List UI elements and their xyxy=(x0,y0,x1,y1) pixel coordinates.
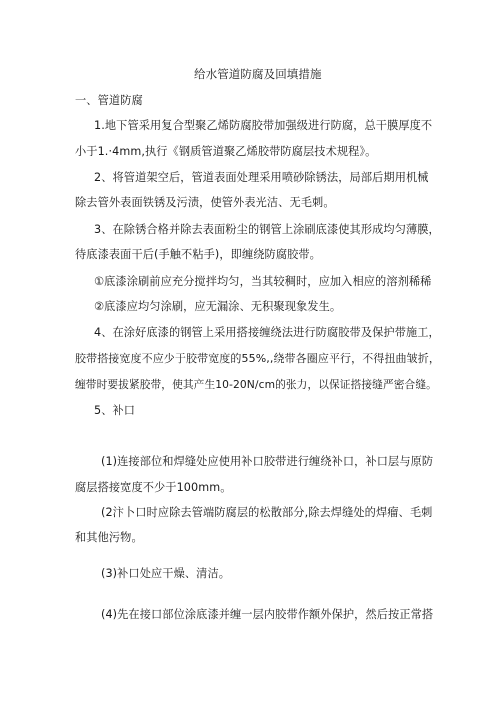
paragraph-4-line-3: 缠带时要拔紧胶带，使其产生10-20N∕cm的张力，以保证搭接缝严密合缝。 xyxy=(75,378,437,391)
section-heading-patching: 5、补口 xyxy=(94,404,136,417)
patch-item-1-line-1: (1)连接部位和焊缝处应使用补口胶带进行缠绕补口，补口层与原防 xyxy=(101,455,434,468)
document-title: 给水管道防腐及回填措施 xyxy=(194,67,322,81)
paragraph-4-line-1: 4、在涂好底漆的钢管上采用搭接缠绕法进行防腐胶带及保护带施工， xyxy=(94,326,440,339)
paragraph-1-line-1: 1.地下管采用复合型聚乙烯防腐胶带加强级进行防腐，总干膜厚度不 xyxy=(94,119,433,132)
paragraph-3-line-2: 待底漆表面干后(手触不粘手)，即缠绕防腐胶带。 xyxy=(75,248,321,261)
paragraph-3-item-1: ①底漆涂刷前应充分搅拌均匀，当其较稠时，应加入相应的溶剂稀稀 xyxy=(94,275,432,288)
patch-item-2-line-1: (2汴卜口时应除去管端防腐层的松散部分,除去焊缝处的焊瘤、毛刺 xyxy=(101,506,433,519)
paragraph-4-line-2: 胶带搭接宽度不应少于胶带宽度的55%,,绕带各圈应平行，不得扭曲皱折， xyxy=(75,352,440,365)
paragraph-2-line-2: 除去管外表面铁锈及污渍，使管外表光洁、无毛刺。 xyxy=(75,196,335,209)
paragraph-1-line-2: 小于1.·4mm,执行《钢质管道聚乙烯胶带防腐层技术规程》。 xyxy=(75,145,377,158)
patch-item-1-line-2: 腐层搭接宽度不少于100mm。 xyxy=(75,481,232,494)
paragraph-3-line-1: 3、在除锈合格并除去表面粉尘的钢管上涂刷底漆使其形成均匀薄膜， xyxy=(94,223,440,236)
patch-item-4-line-1: (4)先在接口部位涂底漆并缠一层内胶带作额外保护，然后按正常搭 xyxy=(101,608,434,621)
paragraph-3-item-2: ②底漆应均匀涂刷，应无漏涂、无积聚现象发生。 xyxy=(94,300,342,313)
patch-item-2-line-2: 和其他污物。 xyxy=(75,531,143,544)
paragraph-2-line-1: 2、将管道架空后，管道表面处理采用喷砂除锈法，局部后期用机械 xyxy=(94,171,429,184)
patch-item-3: (3)补口处应干燥、清洁。 xyxy=(101,567,231,580)
section-heading-pipe-anticorrosion: 一、管道防腐 xyxy=(75,94,143,107)
